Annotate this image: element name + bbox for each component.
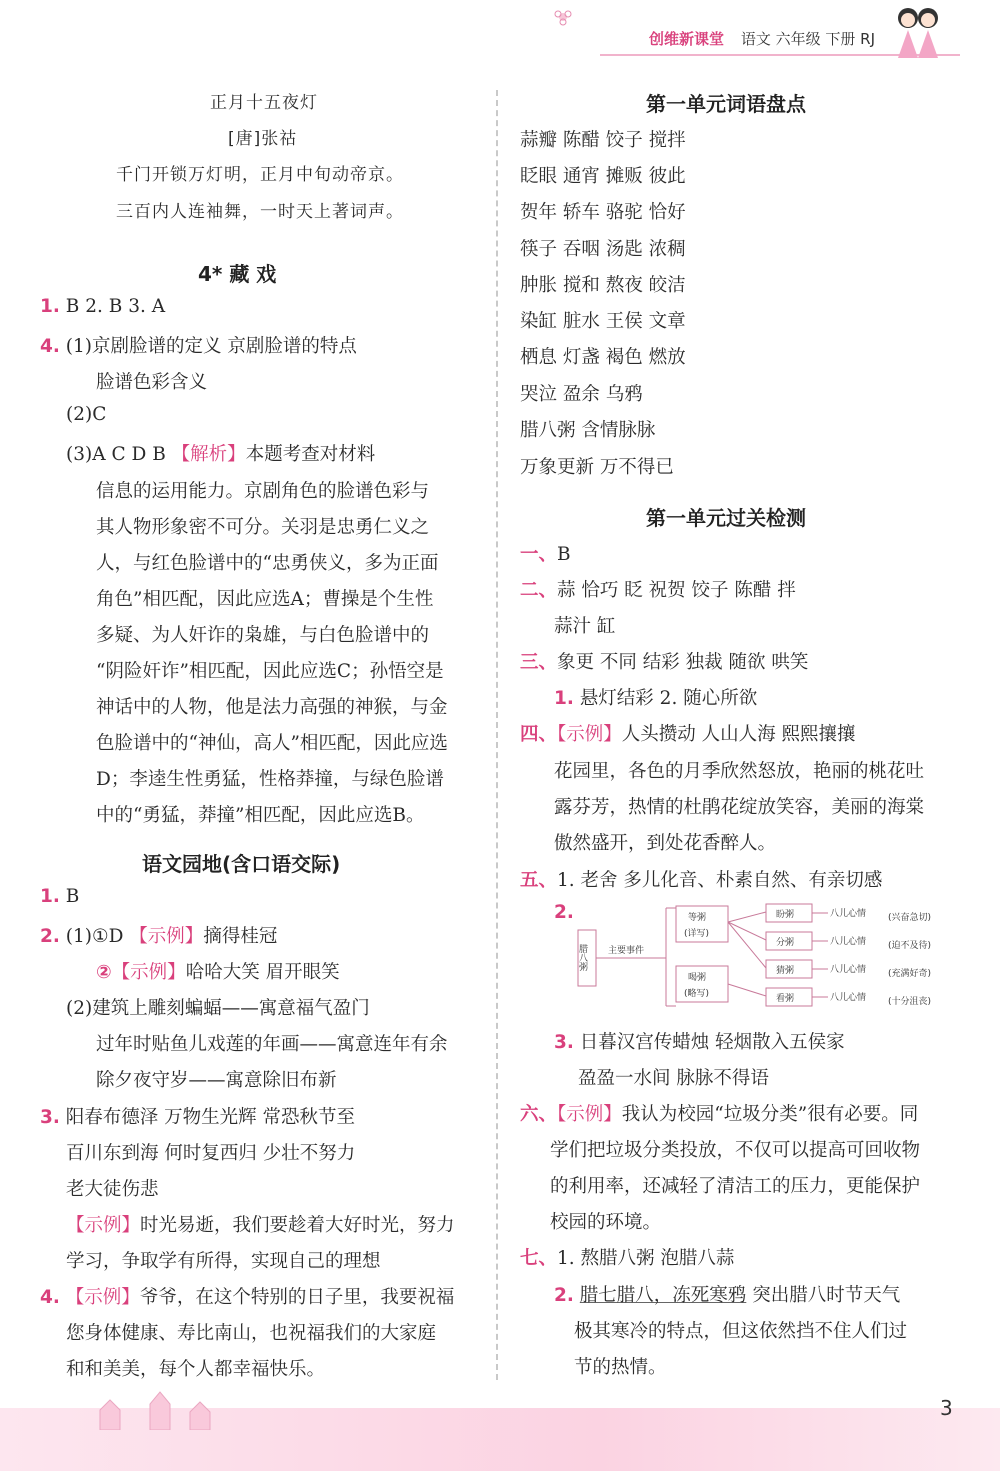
answer-line: 信息的运用能力。京剧角色的脸谱色彩与	[96, 481, 430, 502]
answer-text	[520, 1104, 557, 1125]
vocab-row: 万象更新 万不得已	[520, 457, 674, 478]
vocab-row: 筷子 吞咽 汤匙 浓稠	[520, 239, 686, 260]
answer-line	[520, 720, 856, 746]
item-number: 1.	[40, 296, 60, 317]
poem-author: [唐]张祜	[228, 129, 298, 149]
poem-line: 千门开锁万灯明，正月中旬动帝京。	[116, 165, 404, 185]
answer-line: 一、B	[520, 544, 571, 565]
answer-text	[520, 724, 557, 745]
section-title: 语文园地(含口语交际)	[142, 852, 341, 876]
section-title: 4* 藏 戏	[198, 262, 277, 286]
item-number: 2.	[554, 902, 574, 923]
example-tag: 【示例】	[66, 1215, 141, 1236]
item-number: 4.	[40, 336, 60, 357]
vocab-row: 哭泣 盈余 乌鸦	[520, 384, 643, 405]
answer-line: 二、蒜 恰巧 眨 祝贺 饺子 陈醋 拌	[520, 580, 796, 601]
answer-line: 蒜汁 缸	[554, 616, 616, 637]
analysis-tag: 【解析】	[171, 444, 246, 465]
answer-line: 学们把垃圾分类投放，不仅可以提高可回收物	[550, 1140, 921, 1161]
underlined-proverb: 腊七腊八，冻死寒鸦	[579, 1285, 747, 1306]
item-number: 3.	[554, 1032, 574, 1053]
item-number: 三、	[520, 652, 558, 673]
vocab-row: 眨眼 通宵 摊贩 彼此	[520, 166, 686, 187]
answer-line: 3. 阳春布德泽 万物生光辉 常恐秋节至	[40, 1107, 356, 1128]
item-number: 1.	[40, 886, 60, 907]
answer-line: 极其寒冷的特点，但这依然挡不住人们过	[574, 1321, 908, 1342]
answer-line: 人，与红色脸谱中的“忠勇侠义，多为正面	[96, 553, 439, 574]
answer-line	[554, 1281, 900, 1307]
diagram-result: (迫不及待)	[888, 941, 932, 951]
example-tag: 【示例】	[129, 926, 204, 947]
answer-text: 突出腊八时节天气	[746, 1285, 901, 1306]
answer-line: “阴险奸诈”相匹配，因此应选C；孙悟空是	[96, 661, 444, 682]
answer-line: 除夕夜守岁——寓意除旧布新	[96, 1070, 337, 1091]
answer-text: 本题考查对材料	[245, 444, 376, 465]
answer-line: 过年时贴鱼儿戏莲的年画——寓意连年有余	[96, 1034, 448, 1055]
answer-line: (2)建筑上雕刻蝙蝠——寓意福气盈门	[66, 998, 370, 1019]
answer-line: D；李逵生性勇猛，性格莽撞，与绿色脸谱	[96, 769, 444, 790]
answer-text: (3)A C D B	[66, 444, 172, 465]
diagram-mood: 八儿心情	[830, 993, 867, 1003]
item-number: 一、	[520, 544, 558, 565]
item-number: 二、	[520, 580, 558, 601]
answer-line: 百川东到海 何时复西归 少壮不努力	[66, 1143, 356, 1164]
answer-line: 角色”相匹配，因此应选A；曹操是个生性	[96, 589, 434, 610]
answer-line: 其人物形象密不可分。关羽是忠勇仁义之	[96, 517, 430, 538]
diagram-result: (充满好奇)	[888, 969, 932, 979]
answer-text	[554, 1285, 580, 1306]
vocab-row: 肿胀 搅和 熬夜 皎洁	[520, 275, 686, 296]
answer-line	[520, 1100, 918, 1126]
answer-line: 的利用率，还减轻了清洁工的压力，更能保护	[550, 1176, 921, 1197]
poem-title: 正月十五夜灯	[210, 93, 318, 113]
item-number: 2.	[554, 1285, 574, 1306]
castle-icon	[60, 1390, 260, 1430]
answer-line: 和和美美，每个人都幸福快乐。	[66, 1359, 326, 1380]
section-title: 第一单元过关检测	[646, 506, 806, 530]
diagram-step: 分粥	[776, 938, 795, 948]
answer-line: 脸谱色彩含义	[96, 372, 208, 393]
diagram-step: 盼粥	[776, 910, 795, 920]
answer-text: 2. (1)①D	[40, 926, 130, 947]
answer-line: 校园的环境。	[550, 1212, 662, 1233]
vocab-row: 腊八粥 含情脉脉	[520, 420, 656, 441]
item-number: 七、	[520, 1248, 558, 1269]
answer-line: 您身体健康、寿比南山，也祝福我们的大家庭	[66, 1323, 437, 1344]
answer-line: 4. (1)京剧脸谱的定义 京剧脸谱的特点	[40, 336, 357, 357]
answer-line	[554, 902, 574, 923]
answer-line: 中的“勇猛，莽撞”相匹配，因此应选B。	[96, 805, 425, 826]
column-divider	[496, 90, 498, 1380]
diagram-step: 看粥	[776, 994, 795, 1004]
vocab-row: 染缸 脏水 王侯 文章	[520, 311, 686, 332]
section-title: 第一单元词语盘点	[646, 92, 806, 116]
diagram-branch: 等粥	[688, 913, 707, 923]
item-number: 四、	[520, 724, 558, 745]
answer-line: 3. 日暮汉宫传蜡烛 轻烟散入五侯家	[554, 1032, 845, 1053]
example-tag: 【示例】	[557, 1104, 622, 1125]
diagram-result: (兴奋急切)	[888, 913, 932, 923]
item-number: 2.	[40, 926, 60, 947]
answer-line	[66, 1211, 455, 1237]
structure-diagram	[576, 902, 956, 1012]
page-footer-band	[0, 1408, 1000, 1471]
answer-line: 五、1. 老舍 多儿化音、朴素自然、有亲切感	[520, 870, 883, 891]
item-number: 1.	[554, 688, 574, 709]
answer-line: 1. B	[40, 886, 80, 907]
example-tag: 【示例】	[557, 724, 622, 745]
diagram-branch-note: (略写)	[684, 989, 710, 999]
answer-line: 色脸谱中的“神仙，高人”相匹配，因此应选	[96, 733, 448, 754]
diagram-event: 主要事件	[608, 946, 645, 956]
answer-line: 神话中的人物，他是法力高强的神猴，与金	[96, 697, 448, 718]
answer-text: 我认为校园“垃圾分类”很有必要。同	[621, 1104, 919, 1125]
diagram-mood: 八儿心情	[830, 965, 867, 975]
poem-line: 三百内人连袖舞，一时天上著词声。	[116, 202, 404, 222]
vocab-row: 栖息 灯盏 褐色 燃放	[520, 347, 686, 368]
item-number: 4.	[40, 1287, 60, 1308]
example-tag: ②【示例】	[96, 962, 186, 983]
vocab-row: 蒜瓣 陈醋 饺子 搅拌	[520, 130, 686, 151]
diagram-mood: 八儿心情	[830, 937, 867, 947]
answer-line: 学习，争取学有所得，实现自己的理想	[66, 1251, 381, 1272]
answer-line: 盈盈一水间 脉脉不得语	[578, 1068, 769, 1089]
diagram-root: 腊八粥	[577, 944, 587, 971]
answer-line: 节的热情。	[574, 1357, 667, 1378]
brand-name: 创维新课堂	[649, 30, 725, 48]
diagram-mood: 八儿心情	[830, 909, 867, 919]
answer-text: 人头攒动 人山人海 熙熙攘攘	[621, 724, 856, 745]
answer-line	[40, 922, 277, 948]
answer-line: (2)C	[66, 404, 107, 425]
answer-line: 多疑、为人奸诈的枭雄，与白色脸谱中的	[96, 625, 430, 646]
diagram-branch: 喝粥	[688, 973, 707, 983]
answer-line	[66, 440, 375, 466]
answer-line: 1. 悬灯结彩 2. 随心所欲	[554, 688, 758, 709]
answer-text: 爷爷，在这个特别的日子里，我要祝福	[139, 1287, 455, 1308]
answer-text: 摘得桂冠	[203, 926, 278, 947]
answer-line: 老大徒伤悲	[66, 1179, 159, 1200]
item-number: 六、	[520, 1104, 558, 1125]
diagram-branch-note: (详写)	[684, 929, 710, 939]
answer-text: 时光易逝，我们要趁着大好时光，努力	[140, 1215, 455, 1236]
item-number: ②	[96, 962, 112, 983]
book-info: 语文 六年级 下册 RJ	[740, 30, 875, 48]
answer-line: 七、1. 熬腊八粥 泡腊八蒜	[520, 1248, 735, 1269]
answer-line: 傲然盛开，到处花香醉人。	[554, 833, 777, 854]
answer-line	[96, 958, 340, 984]
left-column	[0, 0, 490, 1400]
diagram-result: (十分沮丧)	[888, 997, 932, 1007]
example-tag: 【示例】	[65, 1287, 140, 1308]
item-number: 五、	[520, 870, 558, 891]
answer-line: 露芬芳，热情的杜鹃花绽放笑容，美丽的海棠	[554, 797, 925, 818]
page-number: 3	[940, 1396, 953, 1420]
answer-text: 哈哈大笑 眉开眼笑	[185, 962, 340, 983]
diagram-step: 猜粥	[776, 966, 795, 976]
right-column	[510, 0, 990, 1400]
vocab-row: 贺年 轿车 骆驼 恰好	[520, 202, 686, 223]
answer-text	[40, 1287, 66, 1308]
item-number: 3.	[40, 1107, 60, 1128]
answer-line: 1. B 2. B 3. A	[40, 296, 166, 317]
answer-line: 花园里，各色的月季欣然怒放，艳丽的桃花吐	[554, 761, 925, 782]
answer-line	[40, 1283, 454, 1309]
answer-line: 三、象更 不同 结彩 独裁 随欲 哄笑	[520, 652, 809, 673]
